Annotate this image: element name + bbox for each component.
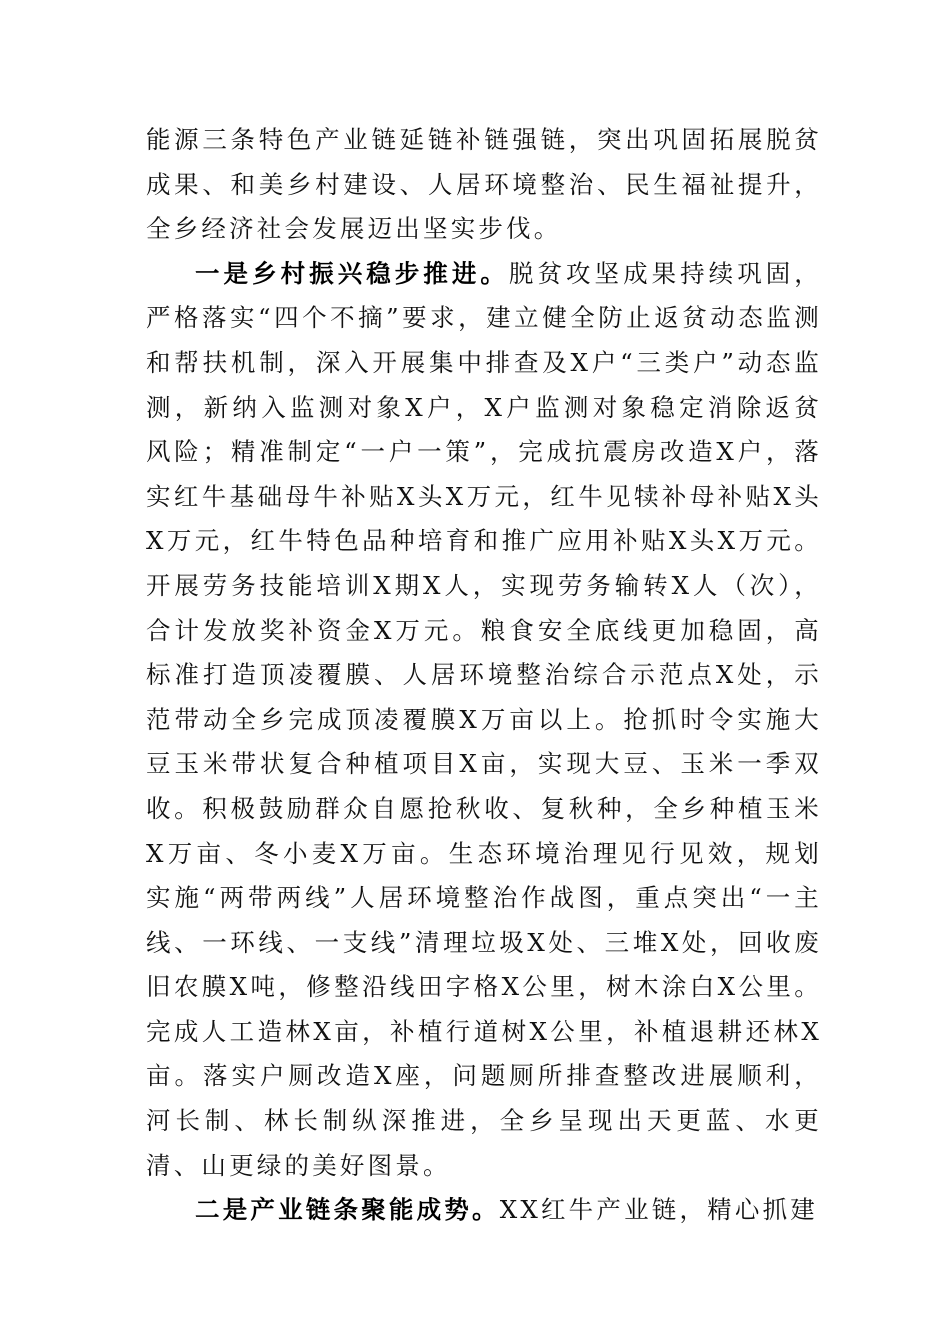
paragraph-text: 能源三条特色产业链延链补链强链，突出巩固拓展脱贫成果、和美乡村建设、人居环境整治、民生福祉提升，全乡经济社会发展迈出坚实步伐。 (146, 125, 822, 244)
document-body (146, 118, 822, 1233)
paragraph-text: XX红牛产业链，精心抓建 (499, 1195, 818, 1225)
paragraph-rural-revitalization (146, 252, 822, 1188)
paragraph-intro-continued (146, 118, 822, 252)
paragraph-industry-chain (146, 1188, 822, 1233)
paragraph-text: 脱贫攻坚成果持续巩固，严格落实“四个不摘”要求，建立健全防止返贫动态监测和帮扶机制，深入开展集中排查及X户“三类户”动态监测，新纳入监测对象X户，X户监测对象稳定消除返贫风险；精准制定“一户一策”，完成抗震房改造X户，落实红牛基础母牛补贴X头X万元，红牛见犊补母补贴X头X万元，红牛特色品种培育和推广应用补贴X头X万元。开展劳务技能培训X期X人，实现劳务输转X人（次），合计发放奖补资金X万元。粮食安全底线更加稳固，高标准打造顶凌覆膜、人居环境整治综合示范点X处，示范带动全乡完成顶凌覆膜X万亩以上。抢抓时令实施大豆玉米带状复合种植项目X亩，实现大豆、玉米一季双收。积极鼓励群众自愿抢秋收、复秋种，全乡种植玉米X万亩、冬小麦X万亩。生态环境治理见行见效，规划实施“两带两线”人居环境整治作战图，重点突出“一主线、一环线、一支线”清理垃圾X处、三堆X处，回收废旧农膜X吨，修整沿线田字格X公里，树木涂白X公里。完成人工造林X亩，补植行道树X公里，补植退耕还林X亩。落实户厕改造X座，问题厕所排查整改进展顺利，河长制、林长制纵深推进，全乡呈现出天更蓝、水更清、山更绿的美好图景。 (146, 258, 822, 1180)
paragraph-lead-heading: 一是乡村振兴稳步推进。 (195, 258, 509, 288)
paragraph-lead-heading: 二是产业链条聚能成势。 (195, 1195, 500, 1225)
